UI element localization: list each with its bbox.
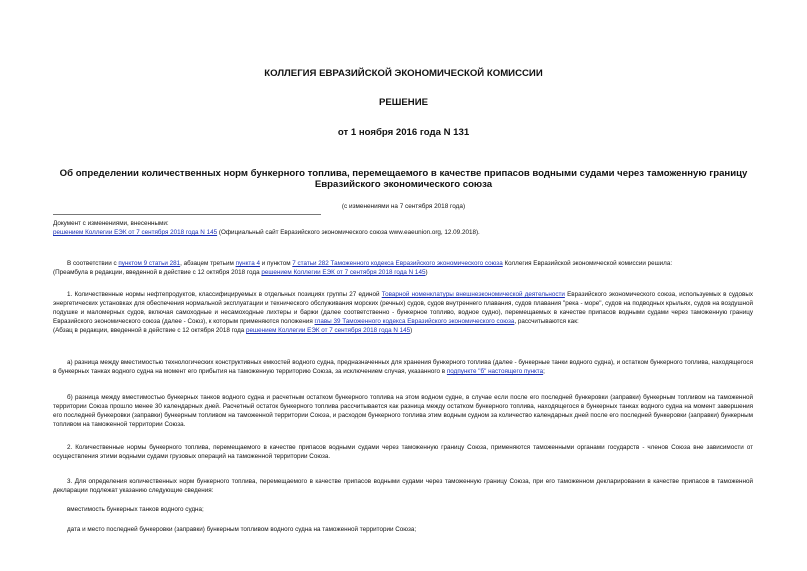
paragraph-1-note-text: (Абзац в редакции, введенной в действие с 12 октября 2018 года	[53, 327, 247, 334]
preamble-text-1: В соответствии с	[67, 260, 119, 267]
paragraph-3-item-1-text: вместимость бункерных танков водного судна;	[67, 506, 204, 513]
changes-block	[53, 219, 753, 237]
paragraph-1	[53, 290, 753, 335]
paragraph-1-text-1: 1. Количественные нормы нефтепродуктов, классифицируемых в отдельных позициях группы 27 единой	[67, 291, 382, 298]
amendment-link[interactable]: решением Коллегии ЕЭК от 7 сентября 2018 года N 145	[53, 229, 218, 236]
paragraph-1-text	[53, 290, 753, 326]
document-title: Об определении количественных норм бункерного топлива, перемещаемого в качестве припасов водными судами через таможенную границу Евразийского экономического союза	[59, 168, 748, 190]
preamble-text	[53, 259, 753, 268]
preamble-text-2: , абзацем третьим	[180, 260, 236, 267]
paragraph-3-text: 3. Для определения количественных норм бункерного топлива, перемещаемого в качестве припасов водными судами через таможенную границу Союза, при его таможенном декларировании в качестве припасов в таможенной декларации подлежат указанию следующие сведения:	[53, 478, 753, 494]
link-article-281[interactable]: пунктом 9 статьи 281	[118, 260, 181, 267]
subparagraph-a-text	[53, 358, 753, 376]
changes-line	[53, 228, 753, 237]
preamble	[53, 259, 753, 277]
changes-intro: Документ с изменениями, внесенными:	[53, 220, 169, 227]
document-date: от 1 ноября 2016 года N 131	[337, 127, 470, 138]
subparagraph-a	[53, 358, 753, 376]
changes-subtitle: (с изменениями на 7 сентября 2018 года)	[341, 203, 466, 210]
preamble-note	[53, 268, 753, 277]
link-article-282[interactable]: 7 статьи 282 Таможенного кодекса Евразийского экономического союза	[292, 260, 503, 267]
preamble-text-3: и пунктом	[260, 260, 293, 267]
subparagraph-a-text-1: а) разница между вместимостью технологических конструктивных емкостей водного судна, предназначенных для хранения бункерного топлива (далее - бункерные танки водного судна), и остатком бункерного топлива, находящегося в бункерных танках водного судна на момент его прибытия на таможенную территорию Союза, за исключением случая, указанного в	[53, 359, 753, 375]
paragraph-1-note-end: )	[410, 327, 413, 334]
preamble-note-end: )	[425, 269, 428, 276]
link-subparagraph-b[interactable]: подпункте "б" настоящего пункта	[446, 368, 544, 375]
subparagraph-a-text-2: ;	[543, 368, 545, 375]
preamble-note-link[interactable]: решением Коллегии ЕЭК от 7 сентября 2018 года N 145	[261, 269, 426, 276]
paragraph-1-note-link[interactable]: решением Коллегии ЕЭК от 7 сентября 2018 года N 145	[246, 327, 411, 334]
preamble-text-4: Коллегия Евразийской экономической комиссии решила:	[502, 260, 673, 267]
subparagraph-b	[53, 393, 753, 429]
paragraph-1-note	[53, 326, 753, 335]
paragraph-3-item-2	[53, 525, 753, 534]
paragraph-3-item-2-text: дата и место последней бункеровки (заправки) бункерным топливом водного судна на таможенной территории Союза;	[67, 526, 417, 533]
link-chapter-39[interactable]: главы 39 Таможенного кодекса Евразийского экономического союза	[314, 318, 515, 325]
link-point-4[interactable]: пункта 4	[235, 260, 260, 267]
preamble-note-text: (Преамбула в редакции, введенной в действие с 12 октября 2018 года	[53, 269, 262, 276]
changes-rest: (Официальный сайт Евразийского экономического союза www.eaeunion.org, 12.09.2018).	[217, 229, 480, 236]
document-type-heading: РЕШЕНИЕ	[378, 97, 429, 108]
paragraph-2-text: 2. Количественные нормы бункерного топлива, перемещаемого в качестве припасов водными судами через таможенную границу Союза, применяются таможенными органами государств - членов Союза вне зависимости от осуществления этими водными судами грузовых операций на таможенной территории Союза.	[53, 444, 753, 460]
organization-heading: КОЛЛЕГИЯ ЕВРАЗИЙСКОЙ ЭКОНОМИЧЕСКОЙ КОМИССИИ	[264, 68, 543, 79]
link-tn-ved[interactable]: Товарной номенклатуры внешнеэкономической деятельности	[381, 291, 565, 298]
divider-line	[53, 214, 321, 215]
paragraph-1-text-2: Евразийского экономического союза, используемых в судовых энергетических установках для обеспечения нормальной эксплуатации и технического обслуживания морских (речных) судов, судов внутреннего плавания, судов плавания "река - море", судов на подводных крыльях, судов на воздушной подушке и маломерных судов, включая самоходные и несамоходные лихтеры и баржи (далее соответственно - бункерное топливо, водное судно), перемещаемых в качестве припасов водными судами через таможенную границу Евразийского экономического союза (далее - Союз), к которым применяются положения	[53, 291, 753, 325]
paragraph-3	[53, 477, 753, 495]
paragraph-3-item-1	[53, 505, 753, 514]
subparagraph-b-text: б) разница между вместимостью бункерных танков водного судна и расчетным остатком бункерного топлива на этом водном судне, в случае если после его последней бункеровки (заправки) бункерным топливом на таможенной территории Союза прошло менее 30 календарных дней. Расчетный остаток бункерного топлива рассчитывается как разница между остатком бункерного топлива, находящегося в бункерных танках водного судна на момент завершения его последней бункеровки (заправки) бункерным топливом на таможенной территории Союза, и расходом бункерного топлива этим водным судном за количество календарных дней после его последней бункеровки (заправки) бункерным топливом на таможенной территории Союза.	[53, 394, 753, 428]
paragraph-1-text-3: , рассчитываются как:	[514, 318, 579, 325]
paragraph-2	[53, 443, 753, 461]
